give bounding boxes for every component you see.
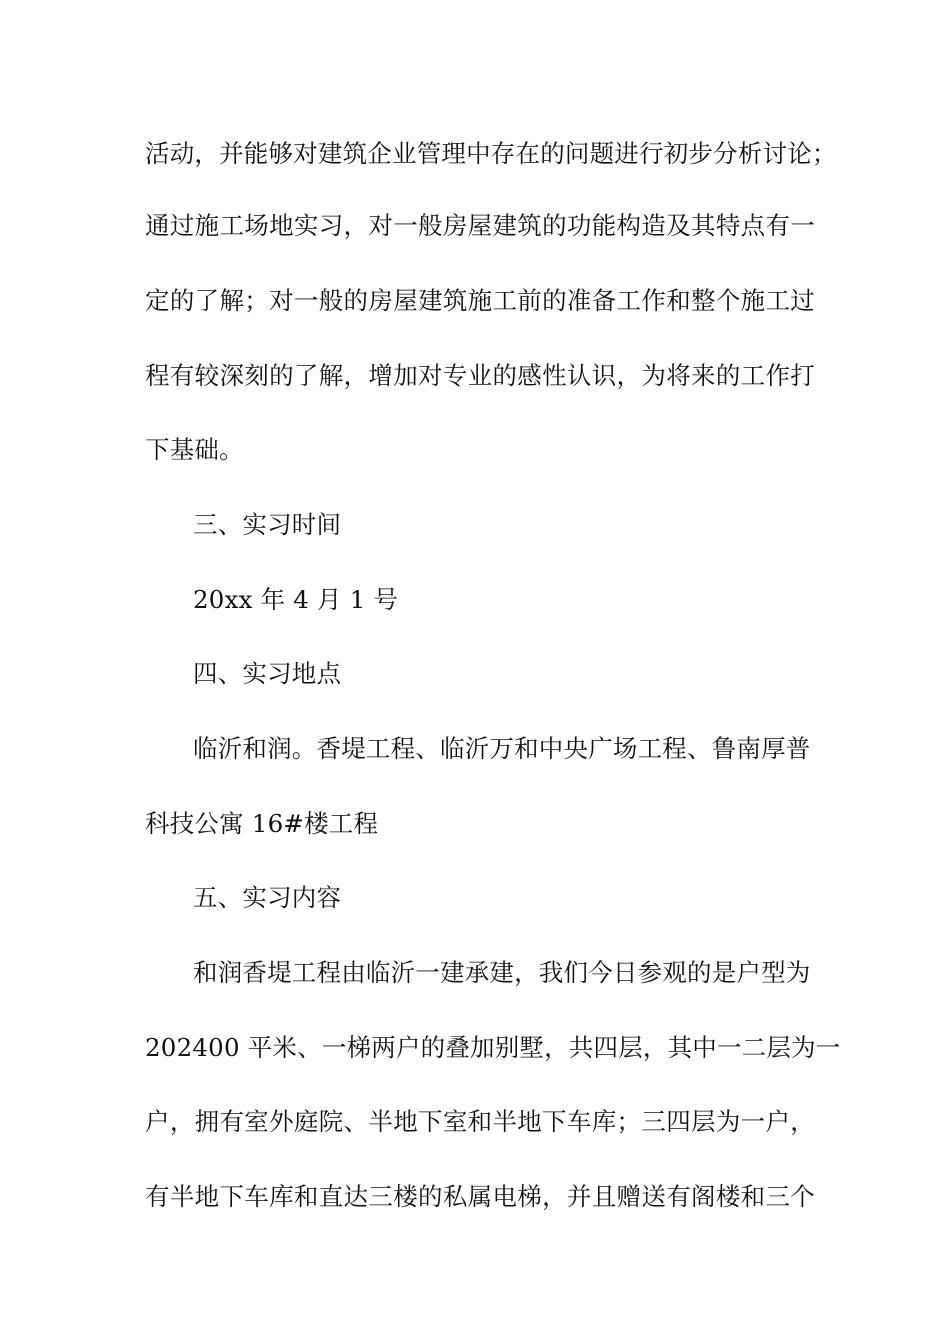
paragraph-line: 活动，并能够对建筑企业管理中存在的问题进行初步分析讨论； bbox=[145, 139, 837, 168]
paragraph-line: 下基础。 bbox=[145, 435, 244, 464]
paragraph-line: 通过施工场地实习，对一般房屋建筑的功能构造及其特点有一 bbox=[145, 211, 815, 240]
section-heading: 三、实习时间 bbox=[193, 510, 342, 539]
paragraph-line: 临沂和润。香堤工程、临沂万和中央广场工程、鲁南厚普 bbox=[193, 734, 811, 763]
paragraph-line: 定的了解；对一般的房屋建筑施工前的准备工作和整个施工过 bbox=[145, 286, 815, 315]
internship-date: 20xx 年 4 月 1 号 bbox=[193, 585, 399, 614]
paragraph-line: 程有较深刻的了解，增加对专业的感性认识，为将来的工作打 bbox=[145, 361, 815, 390]
section-heading: 五、实习内容 bbox=[193, 883, 342, 912]
paragraph-line: 户，拥有室外庭院、半地下室和半地下车库；三四层为一户， bbox=[145, 1107, 815, 1136]
paragraph-line: 科技公寓 16#楼工程 bbox=[145, 809, 379, 838]
paragraph-line: 有半地下车库和直达三楼的私属电梯，并且赠送有阁楼和三个 bbox=[145, 1182, 815, 1211]
section-heading: 四、实习地点 bbox=[193, 659, 342, 688]
paragraph-line: 和润香堤工程由临沂一建承建，我们今日参观的是户型为 bbox=[193, 958, 811, 987]
paragraph-line: 202400 平米、一梯两户的叠加别墅，共四层，其中一二层为一 bbox=[145, 1033, 841, 1062]
